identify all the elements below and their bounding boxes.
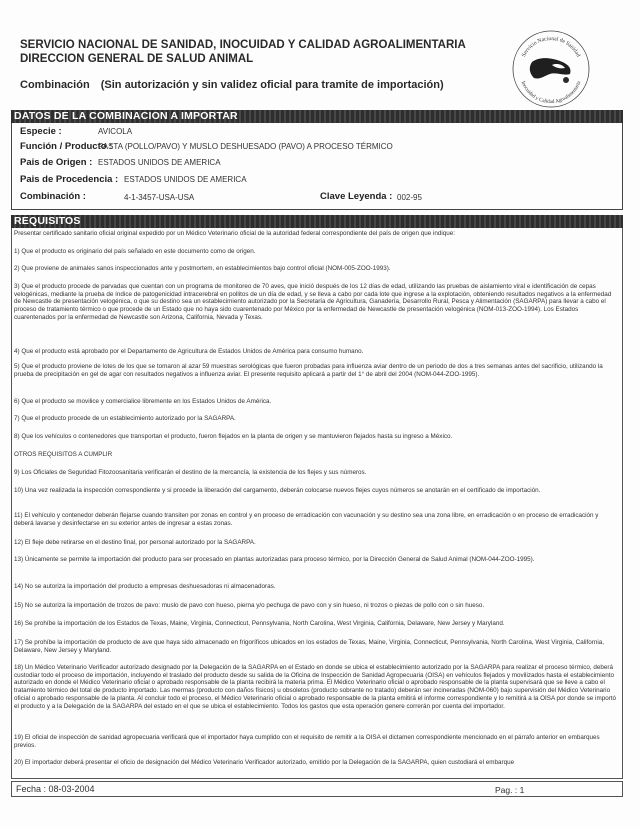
requisito-item: 3) Que el producto procede de parvadas que cuentan con un programa de monitoreo de 70 aves, que inició después de los 12 días de edad, utilizando las pruebas de aislamiento viral e identificación de cepas velogénicas, mediante la prueba de índice de patogenicidad intracerebral en pollitos de un día de edad, y se lleva a cabo por cada lote que ingrese a la explotación, obteniendo resultados negativos a la enfermedad de Newcastle de presentación velogénica, o que su destino sea un establecimiento autorizado por la Secretaría de Agricultura, Ganadería, Desarrollo Rural, Pesca y Alimentación (SAGARPA) para llevar a cabo el proceso de tratamiento térmico o que procede de un Estado que no haya sido cuarentenado por México por la enfermedad de Newcastle de presentación velogénica (NOM-013-ZOO-1994). Los Estados cuarentenados por la enfermedad de Newcastle son Arizona, California, Nevada y Texas. bbox=[14, 283, 612, 321]
agency-seal-logo bbox=[510, 28, 592, 110]
datos-combinacion-box bbox=[11, 123, 623, 210]
origen-label: Pais de Origen : bbox=[20, 157, 93, 168]
otros-requisitos-heading: OTROS REQUISITOS A CUMPLIR bbox=[14, 451, 113, 458]
datos-section-title: DATOS DE LA COMBINACION A IMPORTAR bbox=[11, 110, 623, 123]
requisitos-box bbox=[11, 228, 623, 779]
document-subtitle bbox=[20, 79, 510, 91]
requisitos-section-title: REQUISITOS bbox=[11, 215, 623, 228]
page-footer bbox=[11, 781, 623, 797]
requisito-item: 17) Se prohíbe la importación de producto de ave que haya sido almacenado en frigoríficos ubicados en los estados de Texas, Maine, Virginia, Connecticut, Pennsylvania, North Carolina, West Virginia, California, Delaware, New Jersey y Maryland. bbox=[14, 639, 605, 654]
subtitle-disclaimer: (Sin autorización y sin validez oficial para tramite de importación) bbox=[100, 79, 444, 91]
fecha-text: Fecha : 08-03-2004 bbox=[16, 784, 95, 794]
requisito-item: 6) Que el producto se movilice y comercialice libremente en los Estados Unidos de América. bbox=[14, 398, 272, 405]
svg-text:Servicio Nacional de Sanidad bbox=[521, 36, 581, 58]
requisito-item: 19) El oficial de inspección de sanidad agropecuaria verificará que el importador haya cumplido con el requisito de remitir a la OISA el dictamen correspondiente mencionado en el párrafo anterior en embarques previos. bbox=[14, 734, 600, 749]
requisito-item: 4) Que el producto está aprobado por el Departamento de Agricultura de Estados Unidos de América para consumo humano. bbox=[14, 348, 364, 355]
agency-header bbox=[20, 38, 500, 66]
requisito-item: 8) Que los vehículos o contenedores que transportan el producto, fueron flejados en la planta de origen y se mantuvieron flejados hasta su ingreso a México. bbox=[14, 433, 453, 440]
svg-text:Inocuidad y Calidad Agroalimen bbox=[520, 80, 583, 105]
subtitle-combinacion: Combinación bbox=[20, 79, 90, 91]
requisito-item: 7) Que el producto procede de un establecimiento autorizado por la SAGARPA. bbox=[14, 415, 236, 422]
requisito-item: 20) El importador deberá presentar el oficio de designación del Médico Veterinario Verificador autorizado, emitido por la Delegación de la SAGARPA, quien custodiará el embarque bbox=[14, 759, 515, 766]
clave-leyenda-label: Clave Leyenda : bbox=[320, 191, 393, 202]
combinacion-value: 4-1-3457-USA-USA bbox=[124, 193, 195, 202]
requisito-item: 16) Se prohíbe la importación de los Estados de Texas, Maine, Virginia, Connecticut, Pennsylvania, North Carolina, West Virginia, California, Delaware, New Jersey y Maryland. bbox=[14, 620, 505, 627]
origen-value: ESTADOS UNIDOS DE AMERICA bbox=[98, 158, 221, 167]
especie-label: Especie : bbox=[20, 126, 62, 137]
requisito-item: 9) Los Oficiales de Seguridad Fitozoosanitaria verificarán el destino de la mercancía, la existencia de los flejes y sus números. bbox=[14, 469, 367, 476]
requisito-item: 12) El fleje debe retirarse en el destino final, por personal autorizado por la SAGARPA. bbox=[14, 539, 256, 546]
agency-name: SERVICIO NACIONAL DE SANIDAD, INOCUIDAD Y CALIDAD AGROALIMENTARIA bbox=[20, 39, 466, 51]
requisito-item: 11) El vehículo y contenedor deberán flejarse cuando transiten por zonas en control y en proceso de erradicación con vacunación y su destino sea una zona libre, en erradicación o en proceso de erradicación y deberá lavarse y desinfectarse en su exterior antes de ingresar a estas zonas. bbox=[14, 512, 599, 527]
requisito-item: 18) Un Médico Veterinario Verificador autorizado designado por la Delegación de la SAGARPA en el Estado en donde se ubica el establecimiento autorizado por la SAGARPA para realizar el proceso térmico, deberá custodiar todo el proceso de importación, incluyendo el traslado del producto desde su salida de la Oficina de Inspección de Sanidad Agropecuaria (OISA) en vehículos flejados y movilizados hasta el establecimiento autorizado en donde el Médico Veterinario oficial o aprobado responsable de la planta recibirá la materia prima. El Médico Veterinario oficial o aprobado responsable de la planta supervisará que se lleve a cabo el tratamiento térmico del total de producto importado. Las mermas (producto con daños físicos) u obsoletos (producto sobrante no tratado) deberán ser incineradas (NOM-060) bajo supervisión del Médico Veterinario oficial o aprobado responsable de la planta. Al concluir todo el proceso, el Médico Veterinario oficial o aprobado responsable de la planta emitirá el informe correspondiente y lo remitirá a la OISA por donde se importó el producto y a la Delegación de la SAGARPA del estado en el que se ubica el establecimiento. Todos los gastos que esta operación genere correrán por cuenta del importador. bbox=[14, 664, 617, 710]
requisito-item: 10) Una vez realizada la inspección correspondiente y si procede la liberación del cargamento, deberán colocarse nuevos flejes cuyos números se anotarán en el certificado de importación. bbox=[14, 487, 541, 494]
funcion-label: Función / Producto : bbox=[20, 141, 113, 152]
requisito-item: 2) Que proviene de animales sanos inspeccionados ante y postmortem, en establecimientos bajo control oficial (NOM-005-ZOO-1993). bbox=[14, 265, 391, 272]
requisito-intro: Presentar certificado sanitario oficial original expedido por un Médico Veterinario oficial de la autoridad federal correspondiente del país de origen que indique: bbox=[14, 230, 456, 237]
seal-text-top: Servicio Nacional de Sanidad bbox=[520, 35, 582, 59]
requisito-item: 5) Que el producto proviene de lotes de los que se tomaron al azar 59 muestras serológicas que fueron probadas para influenza aviar dentro de un periodo de dos a tres semanas antes del sacrificio, utilizando la prueba de precipitación en gel de agar con resultados negativos a influenza aviar. El presente requisito aplicará a partir del 1° de abril del 2004 (NOM-044-ZOO-1995). bbox=[14, 363, 603, 378]
requisito-item: 1) Que el producto es originario del país señalado en este documento como de origen. bbox=[14, 248, 256, 255]
requisito-item: 15) No se autoriza la importación de trozos de pavo: muslo de pavo con hueso, pierna y/o pechuga de pavo con y sin hueso, ni trozos o piezas de pollo con o sin hueso. bbox=[14, 602, 485, 609]
page-number: Pag. : 1 bbox=[495, 785, 525, 795]
seal-text-bottom: Inocuidad y Calidad Agroalimentaria bbox=[519, 80, 583, 106]
requisito-item: 14) No se autoriza la importación del producto a empresas deshuesadoras ni almacenadoras. bbox=[14, 583, 276, 590]
procedencia-label: Pais de Procedencia : bbox=[20, 174, 119, 185]
combinacion-label: Combinación : bbox=[20, 191, 86, 202]
especie-value: AVICOLA bbox=[98, 127, 133, 136]
funcion-value: PASTA (POLLO/PAVO) Y MUSLO DESHUESADO (PAVO) A PROCESO TÉRMICO bbox=[98, 142, 393, 151]
procedencia-value: ESTADOS UNIDOS DE AMERICA bbox=[124, 175, 247, 184]
direction-name: DIRECCION GENERAL DE SALUD ANIMAL bbox=[20, 53, 254, 65]
clave-leyenda-value: 002-95 bbox=[397, 193, 422, 202]
requisito-item: 13) Únicamente se permite la importación del producto para ser procesado en plantas autorizadas para proceso térmico, por la Dirección General de Salud Animal (NOM-044-ZOO-1995). bbox=[14, 556, 535, 563]
